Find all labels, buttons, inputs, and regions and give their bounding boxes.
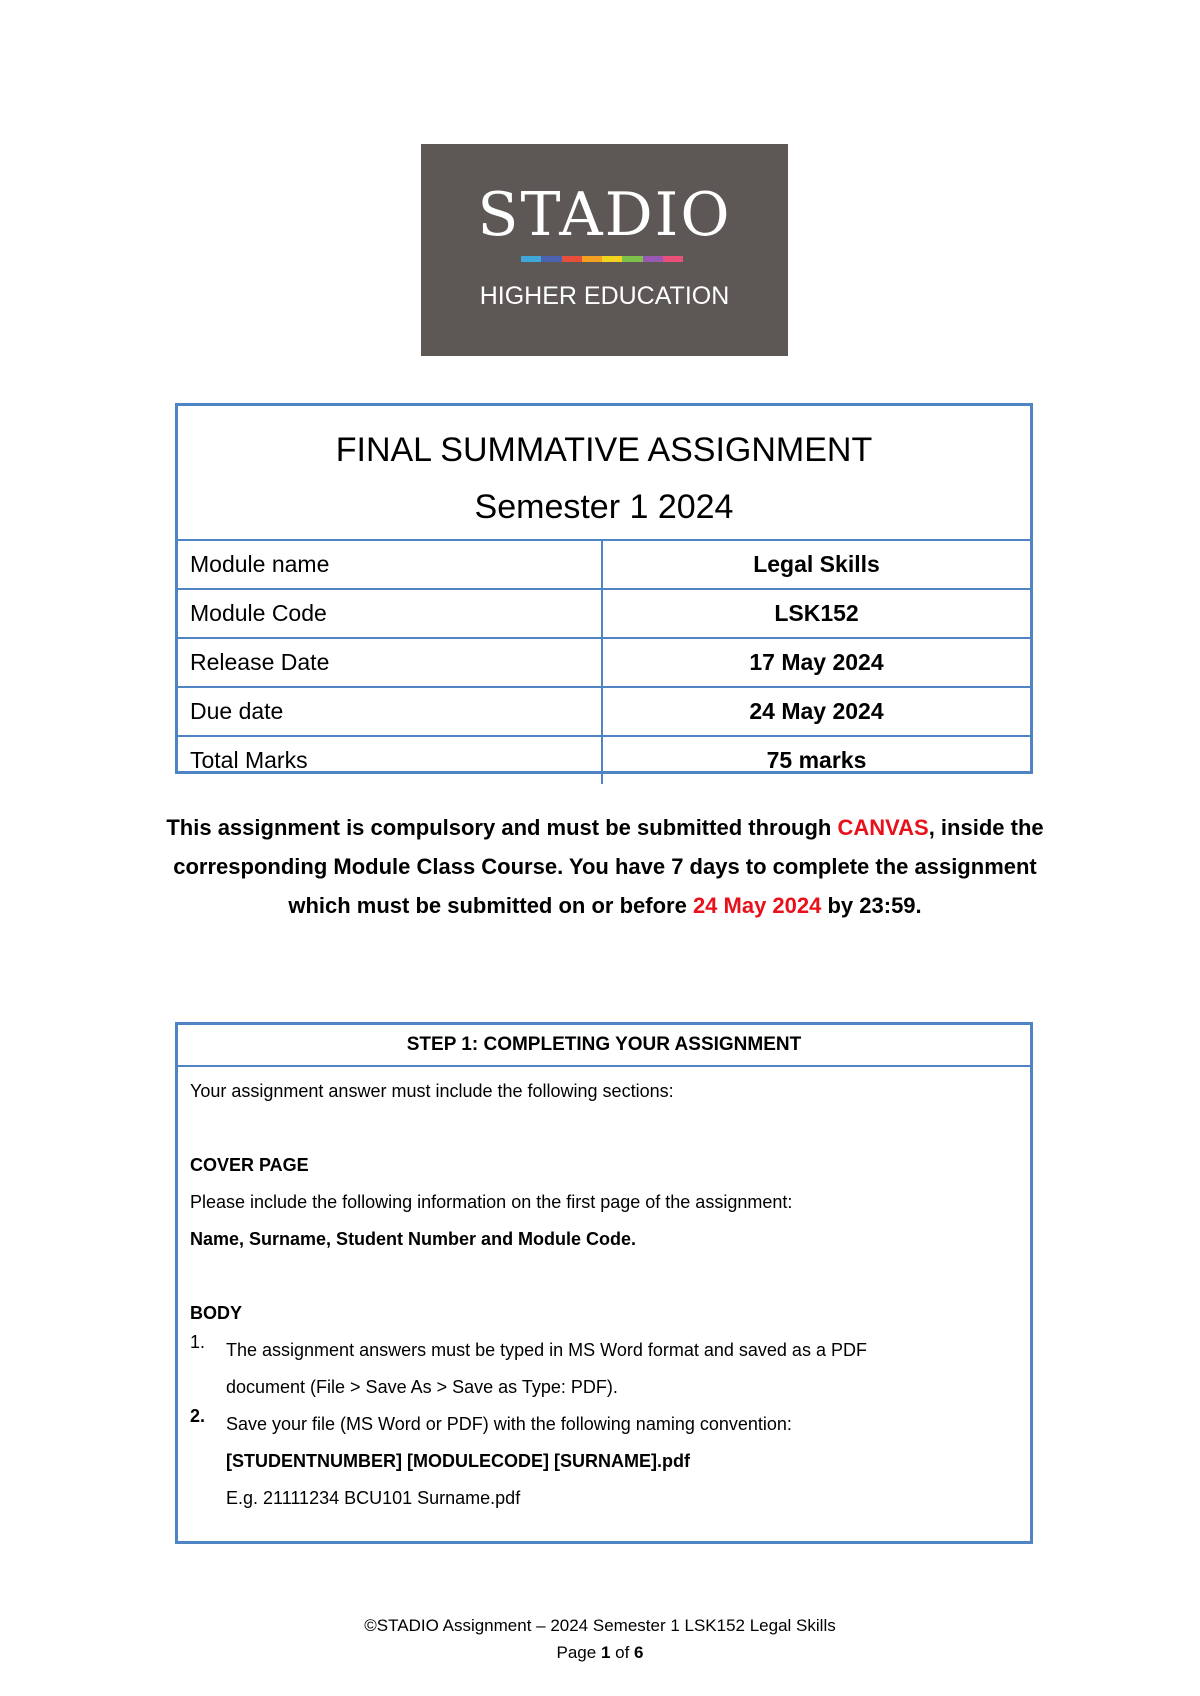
assignment-details-box (175, 403, 1033, 774)
naming-convention: [STUDENTNUMBER] [MODULECODE] [SURNAME].pdf (226, 1451, 690, 1471)
details-value: 75 marks (766, 747, 867, 773)
list-item (190, 1332, 1018, 1406)
logo-stripe-segment (582, 256, 602, 262)
notice-text: by 23:59. (821, 893, 922, 918)
details-label: Module Code (178, 590, 603, 637)
list-number: 2. (190, 1406, 206, 1426)
details-row-due-date (178, 686, 1030, 735)
details-label: Module name (178, 541, 603, 588)
due-date-highlight: 24 May 2024 (692, 893, 822, 918)
submission-notice (160, 808, 1050, 925)
details-value: 17 May 2024 (749, 649, 884, 675)
details-row-total-marks (178, 735, 1030, 784)
step1-body (178, 1067, 1030, 1517)
cover-page-text: Please include the following information on the first page of the assignment: (190, 1192, 793, 1212)
logo-color-stripe (521, 256, 683, 262)
logo-stripe-segment (622, 256, 642, 262)
step1-intro: Your assignment answer must include the following sections: (190, 1081, 674, 1101)
logo-stripe-segment (541, 256, 561, 262)
step1-box (175, 1022, 1033, 1544)
page-footer (0, 1612, 1200, 1666)
notice-text: , inside the corresponding Module Class Course. You have 7 days to complete the assignment which must be submitted on or before (173, 815, 1044, 918)
list-number: 1. (190, 1332, 206, 1352)
stadio-logo (421, 144, 788, 356)
logo-name: STADIO (477, 180, 732, 250)
naming-example: E.g. 21111234 BCU101 Surname.pdf (226, 1488, 521, 1508)
details-label: Due date (178, 688, 603, 735)
logo-stripe-segment (663, 256, 683, 262)
details-row-module-code (178, 588, 1030, 637)
logo-stripe-segment (521, 256, 541, 262)
list-item (190, 1406, 1018, 1517)
body-heading: BODY (190, 1303, 243, 1323)
logo-stripe-segment (602, 256, 622, 262)
list-text: Save your file (MS Word or PDF) with the following naming convention: (226, 1414, 792, 1434)
step1-heading: STEP 1: COMPLETING YOUR ASSIGNMENT (178, 1025, 1030, 1067)
details-row-release-date (178, 637, 1030, 686)
semester-title: Semester 1 2024 (474, 488, 734, 526)
details-label: Release Date (178, 639, 603, 686)
details-value: 24 May 2024 (749, 698, 884, 724)
details-value: Legal Skills (753, 551, 880, 577)
details-row-module-name (178, 539, 1030, 588)
cover-page-fields: Name, Surname, Student Number and Module Code. (190, 1229, 637, 1249)
assignment-title: FINAL SUMMATIVE ASSIGNMENT (335, 431, 873, 469)
details-label: Total Marks (178, 737, 603, 784)
logo-stripe-segment (562, 256, 582, 262)
page-number: Page 1 of 6 (556, 1643, 644, 1662)
logo-subtitle: HIGHER EDUCATION (479, 282, 730, 310)
list-text: The assignment answers must be typed in MS Word format and saved as a PDF (226, 1340, 867, 1360)
details-value: LSK152 (774, 600, 859, 626)
cover-page-heading: COVER PAGE (190, 1155, 309, 1175)
canvas-highlight: CANVAS (837, 815, 929, 840)
notice-text: This assignment is compulsory and must be submitted through (166, 815, 838, 840)
list-text: document (File > Save As > Save as Type: PDF). (226, 1377, 618, 1397)
footer-copyright: ©STADIO Assignment – 2024 Semester 1 LSK152 Legal Skills (364, 1616, 836, 1635)
logo-stripe-segment (643, 256, 663, 262)
